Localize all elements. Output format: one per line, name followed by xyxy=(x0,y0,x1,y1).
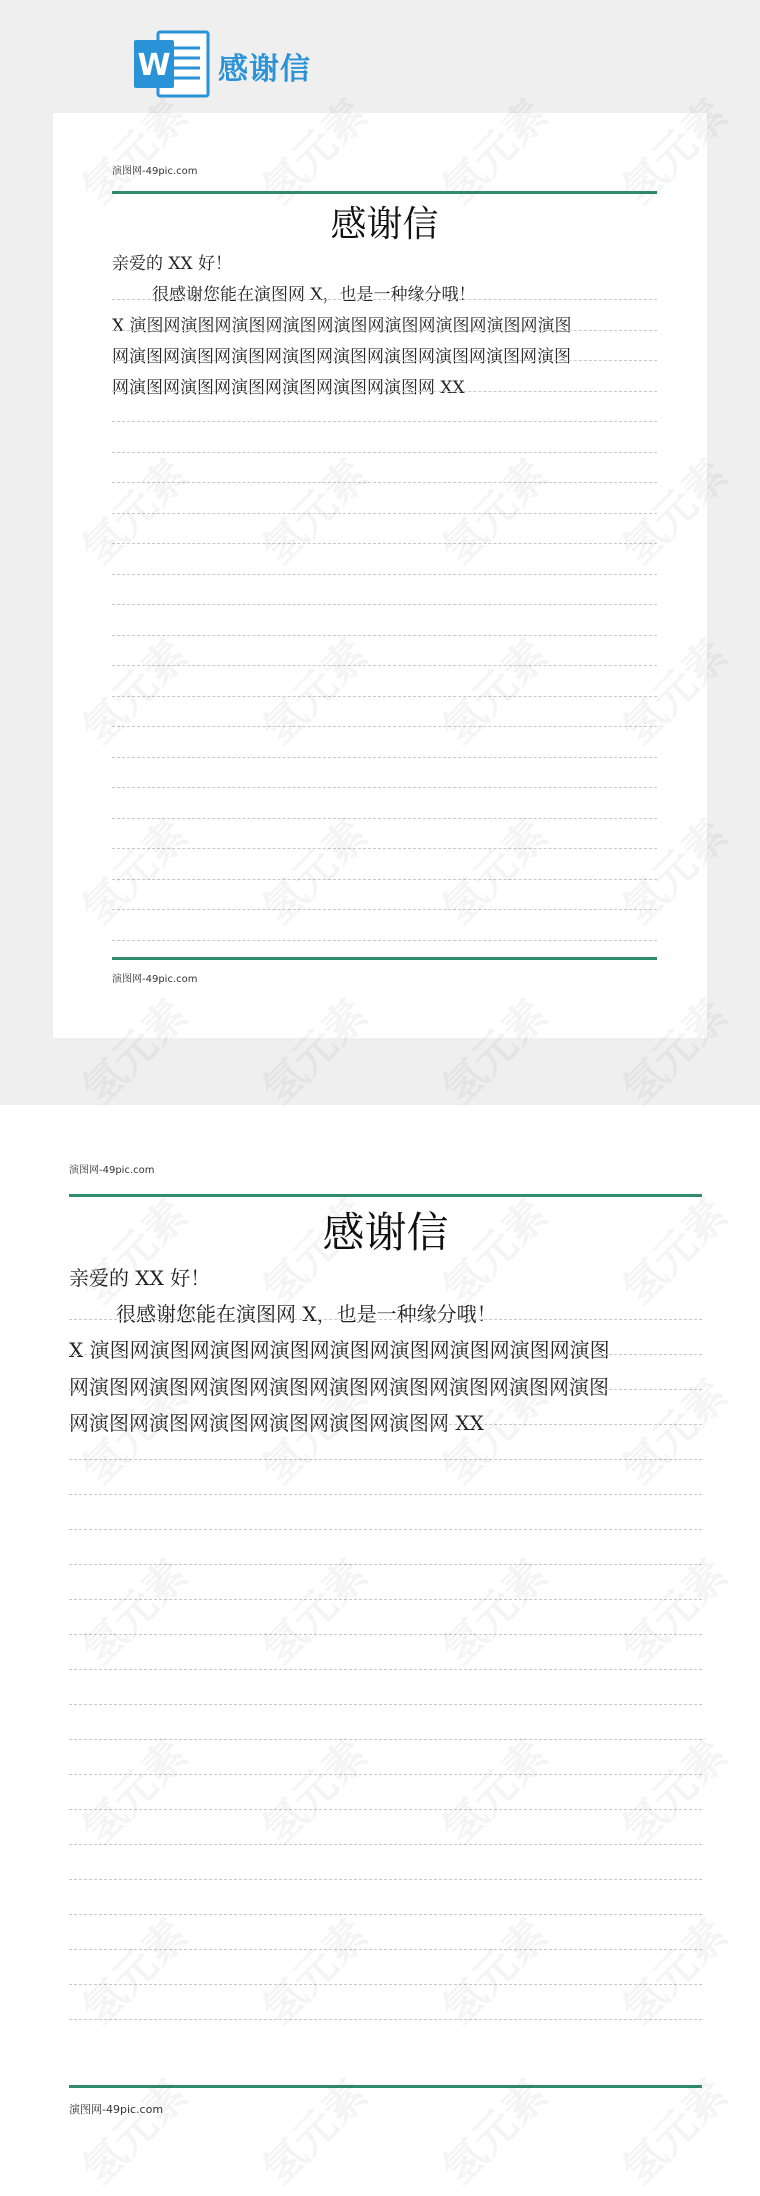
page2-body-line: 网演图网演图网演图网演图网演图网演图网演图网演图网演图 xyxy=(69,1375,609,1399)
ruled-line xyxy=(69,1984,702,1985)
ruled-line xyxy=(69,1599,702,1600)
page1-body-line: 网演图网演图网演图网演图网演图网演图网 XX xyxy=(112,378,465,398)
ruled-line xyxy=(112,757,657,758)
watermark-text xyxy=(607,1724,739,1856)
ruled-line xyxy=(112,421,657,422)
watermark-text xyxy=(67,1724,199,1856)
ruled-line xyxy=(69,1669,702,1670)
ruled-line xyxy=(112,513,657,514)
page1-title: 感谢信 xyxy=(330,204,439,245)
ruled-line xyxy=(69,1634,702,1635)
ruled-line xyxy=(69,1809,702,1810)
ruled-line xyxy=(112,665,657,666)
watermark-text xyxy=(427,2064,559,2196)
ruled-line xyxy=(112,299,657,300)
page1-body-line: X 演图网演图网演图网演图网演图网演图网演图网演图网演图 xyxy=(112,316,572,336)
page2-title: 感谢信 xyxy=(322,1208,449,1257)
page1-site-header: 演图网-49pic.com xyxy=(112,166,198,177)
ruled-line xyxy=(112,818,657,819)
page1-site-footer: 演图网-49pic.com xyxy=(112,974,198,985)
watermark-text xyxy=(247,1724,379,1856)
ruled-line xyxy=(69,1424,702,1425)
page1-greeting: 亲爱的 XX 好！ xyxy=(112,254,233,274)
page2-footer-rule xyxy=(69,2085,702,2088)
ruled-line xyxy=(69,1739,702,1740)
ruled-line xyxy=(112,391,657,392)
watermark-text xyxy=(607,1904,739,2036)
word-document-icon xyxy=(132,28,212,100)
ruled-line xyxy=(112,879,657,880)
ruled-line xyxy=(69,1319,702,1320)
page1-body-line: 很感谢您能在演图网 X，也是一种缘分哦！ xyxy=(152,285,476,305)
ruled-line xyxy=(69,1949,702,1950)
ruled-line xyxy=(69,1459,702,1460)
watermark-text xyxy=(427,1724,559,1856)
ruled-line xyxy=(112,604,657,605)
page2-body-line: 很感谢您能在演图网 X，也是一种缘分哦！ xyxy=(116,1302,497,1326)
ruled-line xyxy=(112,360,657,361)
page1-footer-rule xyxy=(112,957,657,960)
page2-header-rule xyxy=(69,1194,702,1197)
banner-title: 感谢信 xyxy=(218,52,311,87)
word-badge-letter: W xyxy=(137,48,171,83)
ruled-line xyxy=(112,909,657,910)
ruled-line xyxy=(69,1844,702,1845)
ruled-line xyxy=(69,1914,702,1915)
page2-site-header: 演图网-49pic.com xyxy=(69,1165,155,1176)
ruled-line xyxy=(112,330,657,331)
ruled-line xyxy=(112,574,657,575)
page2-body-line: X 演图网演图网演图网演图网演图网演图网演图网演图网演图 xyxy=(69,1338,610,1362)
watermark-text xyxy=(607,1364,739,1496)
page2-greeting: 亲爱的 XX 好！ xyxy=(69,1266,211,1290)
page1-body-line: 网演图网演图网演图网演图网演图网演图网演图网演图网演图 xyxy=(112,347,571,367)
ruled-line xyxy=(69,1389,702,1390)
ruled-line xyxy=(112,543,657,544)
page2-site-footer: 演图网-49pic.com xyxy=(69,2103,164,2116)
ruled-line xyxy=(112,848,657,849)
ruled-line xyxy=(69,1564,702,1565)
ruled-line xyxy=(69,1529,702,1530)
ruled-line xyxy=(112,940,657,941)
ruled-line xyxy=(69,1704,702,1705)
watermark-text xyxy=(607,2064,739,2196)
ruled-line xyxy=(69,1354,702,1355)
page1-header-rule xyxy=(112,191,657,194)
ruled-line xyxy=(69,1774,702,1775)
watermark-text xyxy=(247,2064,379,2196)
ruled-line xyxy=(112,635,657,636)
ruled-line xyxy=(112,787,657,788)
watermark-text xyxy=(247,1904,379,2036)
ruled-line xyxy=(112,726,657,727)
watermark-text xyxy=(67,2064,199,2196)
ruled-line xyxy=(112,482,657,483)
ruled-line xyxy=(112,452,657,453)
ruled-line xyxy=(69,2019,702,2020)
ruled-line xyxy=(69,1879,702,1880)
watermark-text xyxy=(427,1904,559,2036)
ruled-line xyxy=(112,696,657,697)
watermark-text xyxy=(67,1904,199,2036)
page2-body-line: 网演图网演图网演图网演图网演图网演图网 XX xyxy=(69,1411,484,1435)
ruled-line xyxy=(69,1494,702,1495)
